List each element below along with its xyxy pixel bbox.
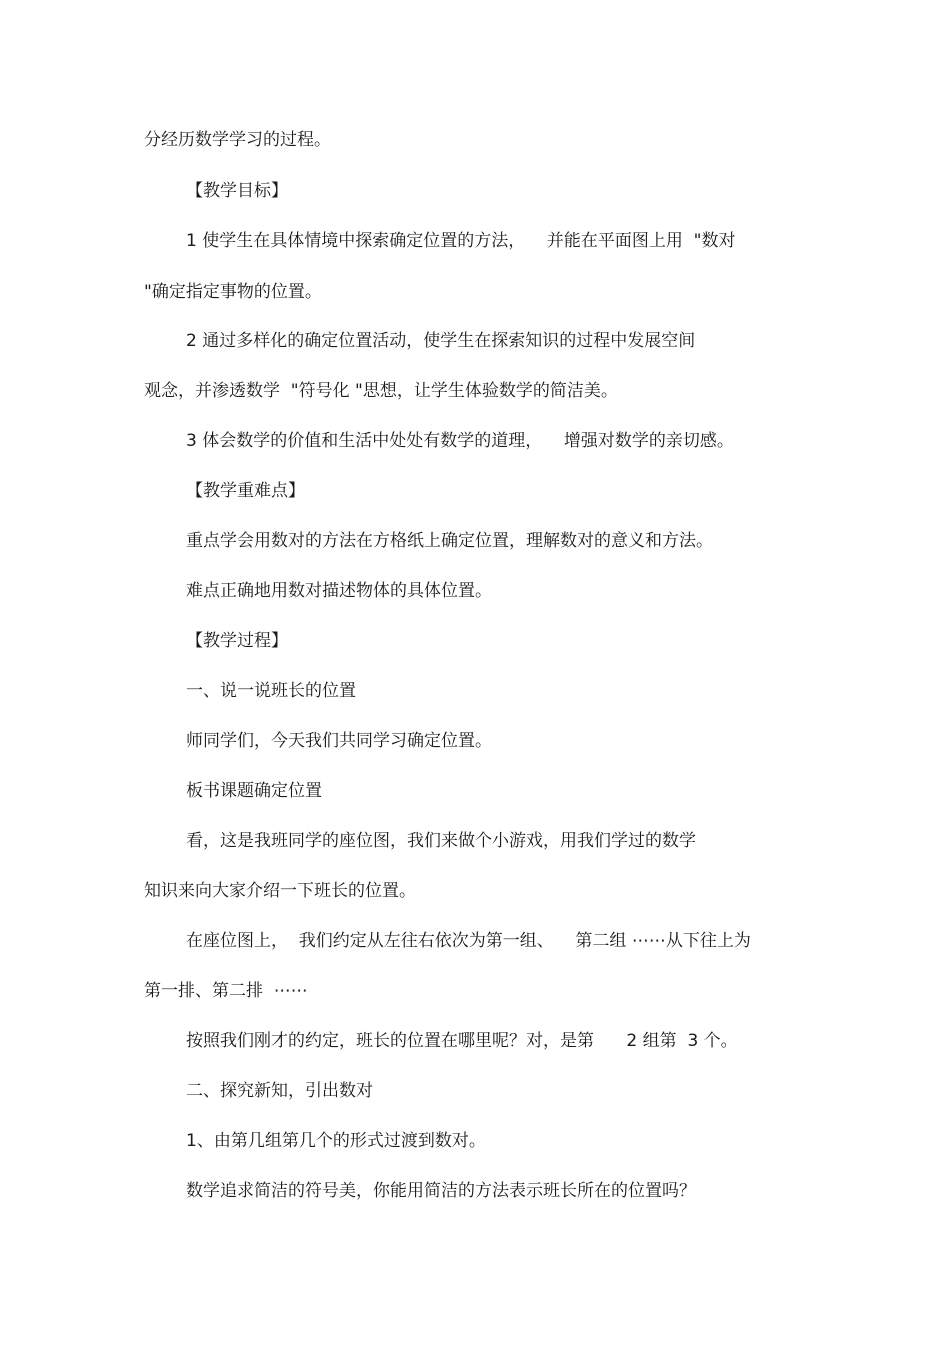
subsection-1: 1、由第几组第几个的形式过渡到数对。 xyxy=(186,1131,486,1151)
question-line: 数学追求简洁的符号美，你能用简洁的方法表示班长所在的位置吗？ xyxy=(186,1181,696,1201)
section-1-title: 一、说一说班长的位置 xyxy=(186,681,356,701)
monitor-position: 按照我们刚才的约定，班长的位置在哪里呢？对，是第 2 组第 3 个。 xyxy=(186,1031,738,1051)
text-line-continuation: 分经历数学学习的过程。 xyxy=(144,130,331,150)
teacher-intro: 师同学们，今天我们共同学习确定位置。 xyxy=(186,731,492,751)
key-point: 重点学会用数对的方法在方格纸上确定位置，理解数对的意义和方法。 xyxy=(186,531,713,551)
seat-chart-line-2: 知识来向大家介绍一下班长的位置。 xyxy=(144,881,416,901)
convention-line-1: 在座位图上， 我们约定从左往右依次为第一组、 第二组 ⋯⋯从下往上为 xyxy=(186,931,751,951)
heading-teaching-process: 【教学过程】 xyxy=(186,631,288,651)
difficult-point: 难点正确地用数对描述物体的具体位置。 xyxy=(186,581,492,601)
heading-key-difficulties: 【教学重难点】 xyxy=(186,481,305,501)
section-2-title: 二、探究新知，引出数对 xyxy=(186,1081,373,1101)
goal-1-line-2: "确定指定事物的位置。 xyxy=(144,282,322,302)
goal-2-line-1: 2 通过多样化的确定位置活动，使学生在探索知识的过程中发展空间 xyxy=(186,331,696,351)
board-title: 板书课题确定位置 xyxy=(186,781,322,801)
seat-chart-line-1: 看，这是我班同学的座位图，我们来做个小游戏，用我们学过的数学 xyxy=(186,831,696,851)
heading-teaching-goals: 【教学目标】 xyxy=(186,181,288,201)
goal-1-line-1: 1 使学生在具体情境中探索确定位置的方法， 并能在平面图上用 "数对 xyxy=(186,231,736,251)
goal-3: 3 体会数学的价值和生活中处处有数学的道理， 增强对数学的亲切感。 xyxy=(186,431,734,451)
goal-2-line-2: 观念，并渗透数学 "符号化 "思想，让学生体验数学的简洁美。 xyxy=(144,381,618,401)
convention-line-2: 第一排、第二排 ⋯⋯ xyxy=(144,981,308,1001)
